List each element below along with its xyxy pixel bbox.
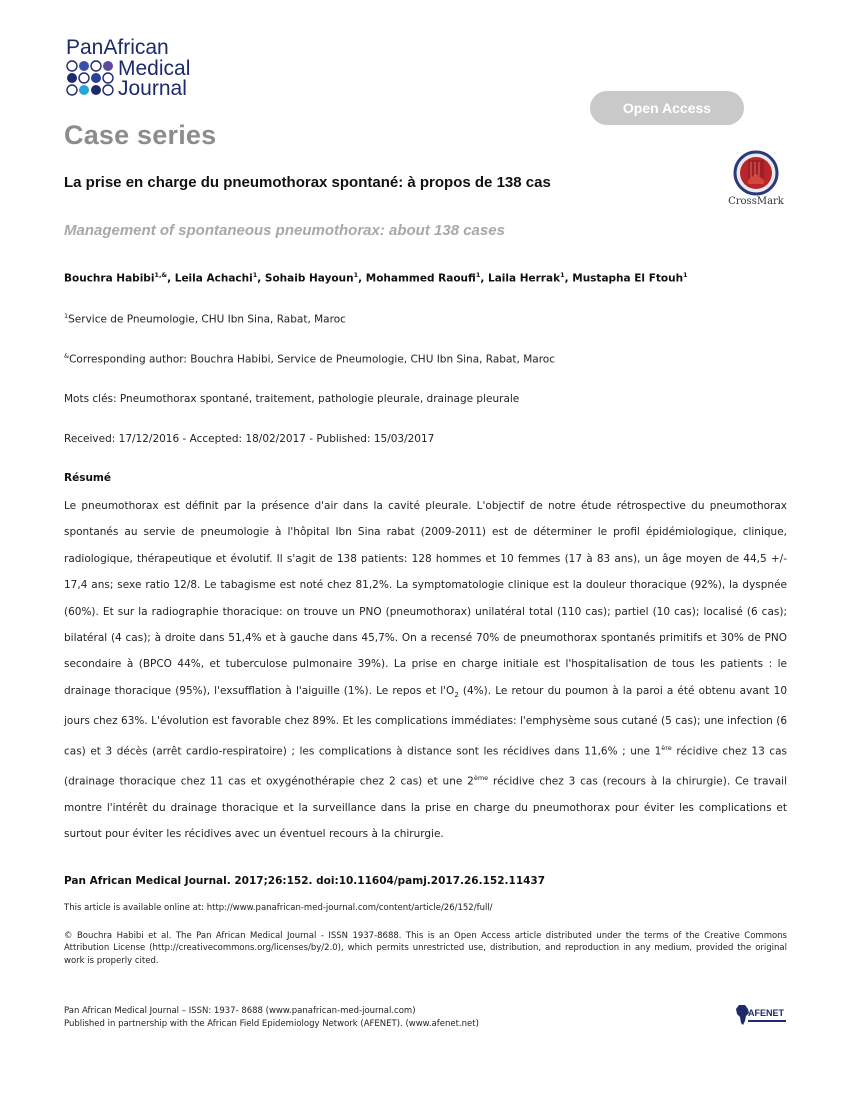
- abstract-text: récidive chez 3 cas (recours à la chirurgie). Ce travail montre l'intérêt du drainage thoracique et la surveillance dans la prise en charge du pneumothorax pour éviter les complications et surtout pour éviter les récidives avec un éventuel recours à la chirurgie.: [64, 775, 787, 840]
- author-affiliation-mark: 1: [683, 271, 688, 279]
- author-name: Sohaib Hayoun: [264, 272, 354, 285]
- abstract-text: récidive chez 13 cas (drainage thoracique chez 11 cas et oxygénothérapie chez 2 cas) et une 2: [64, 745, 787, 788]
- abstract-text: Le pneumothorax est définit par la présence d'air dans la cavité pleurale. L'objectif de notre étude rétrospective du pneumothorax spontanés au servie de pneumologie à l'hôpital Ibn Sina rabat (2009-2011) est de déterminer le profil épidémiologique, clinique, radiologique, thérapeutique et évolutif. Il s'agit de 138 patients: 128 hommes et 10 femmes (17 à 83 ans), un âge moyen de 44,5 +/- 17,4 ans; sexe ratio 12/8. Le tabagisme est noté chez 81,2%. La symptomatologie clinique est la douleur thoracique (92%), la dyspnée (60%). Et sur la radiographie thoracique: on trouve un PNO (pneumothorax) unilatéral total (110 cas); partiel (10 cas); localisé (6 cas); bilatéral (4 cas); à droite dans 51,4% et à gauche dans 45,7%. On a recensé 70% de pneumothorax spontanés primitifs et 30% de PNO secondaire à (BPCO 44%, et tuberculose pulmonaire 39%). La prise en charge initiale est l'hospitalisation de tous les patients : le drainage thoracique (95%), l'exsufflation à l'aiguille (1%). Le repos et l'O: [64, 500, 787, 697]
- footer-partnership: Published in partnership with the African Field Epidemiology Network (AFENET). (www.afenet.net): [64, 1019, 479, 1029]
- author-name: Mohammed Raoufi: [365, 272, 476, 285]
- affiliation-mark: 1: [64, 312, 69, 320]
- crossmark-label: CrossMark: [728, 196, 784, 207]
- corresponding-text: Corresponding author: Bouchra Habibi, Service de Pneumologie, CHU Ibn Sina, Rabat, Maroc: [69, 353, 555, 366]
- corresponding-author: [64, 352, 555, 366]
- author-affiliation-mark: 1: [252, 271, 258, 279]
- publication-dates: Received: 17/12/2016 - Accepted: 18/02/2017 - Published: 15/03/2017: [64, 433, 435, 445]
- abstract-body: [64, 493, 787, 847]
- open-access-badge: Open Access: [590, 91, 744, 125]
- keywords: Mots clés: Pneumothorax spontané, traitement, pathologie pleurale, drainage pleurale: [64, 393, 520, 405]
- logo-line-3: Journal: [118, 77, 187, 100]
- journal-logo: [64, 38, 214, 100]
- author-name: Mustapha El Ftouh: [572, 272, 684, 285]
- author-affiliation-mark: 1: [475, 271, 481, 279]
- afenet-logo: [736, 1004, 788, 1030]
- author-list: Bouchra Habibi$^{1,\&}$, Leila Achachi$^1$, Sohaib Hayoun$^1$, Mohammed Raoufi$^1$, Laila Herrak$^1$, Mustapha El Ftouh$^1$: [64, 271, 688, 285]
- author-affiliation-mark: 1: [560, 271, 565, 279]
- author-name: Bouchra Habibi: [64, 272, 155, 285]
- license-text: © Bouchra Habibi et al. The Pan African Medical Journal - ISSN 1937-8688. This is an Open Access article distributed under the terms of the Creative Commons Attribution License (http://creativecommons.org/licenses/by/2.0), which permits unrestricted use, distribution, and reproduction in any medium, provided the original work is properly cited.: [64, 931, 787, 966]
- article-type-heading: Case series: [64, 120, 217, 150]
- abstract-text: (4%). Le retour du poumon à la paroi a été obtenu avant 10 jours chez 63%. L'évolution est favorable chez 89%. Et les complications immédiates: l'emphysème sous cutané (5 cas); une infection (6 cas) et 3 décès (arrêt cardio-respiratoire) ; les complications à distance sont les récidives dans 11,6% ; une 1: [64, 684, 788, 758]
- citation: Pan African Medical Journal. 2017;26:152. doi:10.11604/pamj.2017.26.152.11437: [64, 875, 546, 887]
- logo-dots-icon: [66, 60, 118, 100]
- author-name: Laila Herrak: [488, 272, 561, 285]
- abstract-subscript: 2: [454, 690, 459, 699]
- logo-line-1: PanAfrican: [66, 36, 169, 59]
- abstract-heading: Résumé: [64, 472, 111, 484]
- author-affiliation-mark: 1,&: [154, 271, 168, 279]
- crossmark-badge[interactable]: [724, 150, 788, 212]
- affiliation-text: Service de Pneumologie, CHU Ibn Sina, Rabat, Maroc: [68, 313, 346, 326]
- logo-line-2: Medical: [118, 57, 191, 80]
- author-name: Leila Achachi: [174, 272, 253, 285]
- availability-link[interactable]: This article is available online at: http://www.panafrican-med-journal.com/content/article/26/152/full/: [64, 903, 493, 913]
- afenet-label: AFENET: [748, 1008, 784, 1018]
- abstract-superscript: ème: [473, 773, 489, 782]
- crossmark-icon: [724, 150, 788, 196]
- footer-issn: Pan African Medical Journal – ISSN: 1937- 8688 (www.panafrican-med-journal.com): [64, 1006, 416, 1016]
- abstract-superscript: ère: [661, 743, 672, 752]
- article-title-french: La prise en charge du pneumothorax spontané: à propos de 138 cas: [64, 174, 551, 191]
- author-affiliation-mark: 1: [353, 271, 359, 279]
- affiliation: [64, 312, 346, 326]
- article-title-english: Management of spontaneous pneumothorax: about 138 cases: [64, 222, 505, 239]
- corresponding-mark: &: [64, 352, 70, 360]
- afenet-underline: [748, 1020, 786, 1022]
